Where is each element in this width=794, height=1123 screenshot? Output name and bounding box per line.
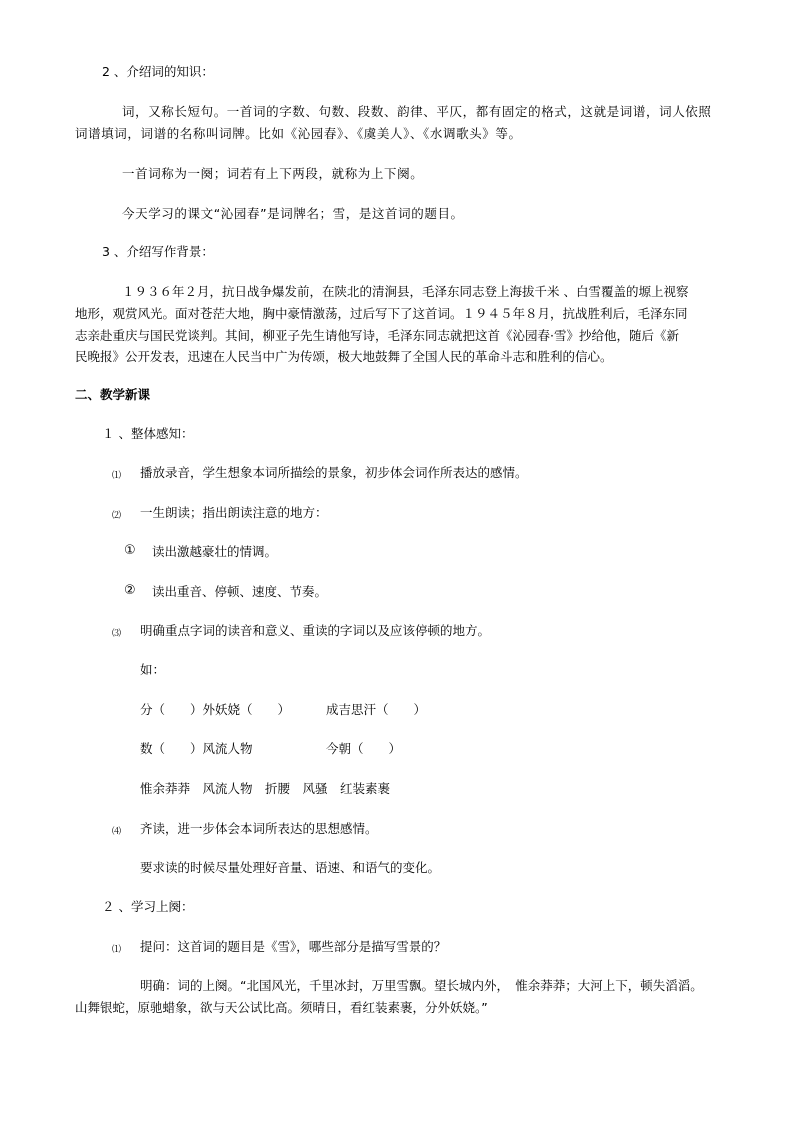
answer-line2: 山舞银蛇，原驰蜡象，欲与天公试比高。须晴日，看红装素裹，分外妖娆。” bbox=[75, 1000, 488, 1015]
list-item-1: 播放录音，学生想象本词所描绘的景象，初步体会词作所表达的感情。 bbox=[140, 465, 528, 480]
question-1: 提问：这首词的题目是《雪》，哪些部分是描写雪景的？ bbox=[140, 939, 447, 954]
part-heading-teaching: 二、教学新课 bbox=[75, 387, 151, 402]
example-label: 如： bbox=[140, 662, 166, 677]
list-number: ⑶ bbox=[112, 629, 122, 639]
list-item-4-note: 要求读的时候尽量处理好音量、语速、和语气的变化。 bbox=[140, 860, 441, 875]
example-1a: 分（ ）外妖娆（ ） bbox=[140, 702, 291, 717]
circled-number: ② bbox=[124, 583, 136, 598]
answer-line1: 明确：词的上阕。“北国风光，千里冰封，万里雪飘。望长城内外， 惟余莽莽；大河上下，顿失滔滔。 bbox=[140, 978, 703, 993]
example-2a: 数（ ）风流人物 bbox=[140, 741, 253, 756]
list-item-3: 明确重点字词的读音和意义、重读的字词以及应该停顿的地方。 bbox=[140, 623, 491, 638]
subsection-heading-overall: １ 、整体感知： bbox=[102, 426, 194, 441]
list-number: ⑷ bbox=[112, 827, 122, 837]
list-number: ⑵ bbox=[112, 511, 122, 521]
subsection-heading-upper: ２ 、学习上阕： bbox=[102, 899, 194, 914]
section-heading-2: 2 、介绍词的知识： bbox=[102, 64, 214, 79]
list-number: ⑴ bbox=[112, 471, 122, 481]
paragraph-cipai: 今天学习的课文“沁园春”是词牌名；雪，是这首词的题目。 bbox=[122, 206, 464, 221]
circled-number: ① bbox=[124, 543, 136, 558]
background-line3: 志亲赴重庆与国民党谈判。其间，柳亚子先生请他写诗，毛泽东同志就把这首《沁园春·雪》抄给他，随后《新 bbox=[75, 328, 679, 343]
background-line4: 民晚报》公开发表，迅速在人民当中广为传颂，极大地鼓舞了全国人民的革命斗志和胜利的信心。 bbox=[75, 349, 613, 364]
list-item-2: 一生朗读；指出朗读注意的地方： bbox=[140, 505, 328, 520]
background-line1: １９３６年２月，抗日战争爆发前，在陕北的清涧县，毛泽东同志登上海拔千米 、白雪覆盖的塬上视察 bbox=[122, 284, 689, 299]
paragraph-ci-intro-line2: 词谱填词，词谱的名称叫词牌。比如《沁园春》、《虞美人》、《水调歌头》等。 bbox=[75, 126, 522, 141]
paragraph-que: 一首词称为一阕；词若有上下两段，就称为上下阕。 bbox=[122, 166, 424, 181]
list-item-4: 齐读，进一步体会本词所表达的思想感情。 bbox=[140, 821, 378, 836]
background-line2: 地形，观赏风光。面对苍茫大地，胸中豪情激荡，过后写下了这首词。１９４５年８月，抗战胜利后，毛泽东同 bbox=[75, 306, 688, 321]
example-3: 惟余莽莽 风流人物 折腰 风骚 红装素裹 bbox=[140, 781, 391, 796]
sub-item-2: 读出重音、停顿、速度、节奏。 bbox=[152, 584, 328, 599]
section-heading-3: 3 、介绍写作背景： bbox=[102, 244, 214, 259]
example-1b: 成吉思汗（ ） bbox=[326, 702, 427, 717]
list-number: ⑴ bbox=[112, 945, 122, 955]
paragraph-ci-intro-line1: 词，又称长短句。一首词的字数、句数、段数、韵律、平仄，都有固定的格式，这就是词谱，词人依照 bbox=[122, 104, 712, 119]
sub-item-1: 读出激越豪壮的情调。 bbox=[152, 544, 278, 559]
example-2b: 今朝（ ） bbox=[326, 741, 402, 756]
